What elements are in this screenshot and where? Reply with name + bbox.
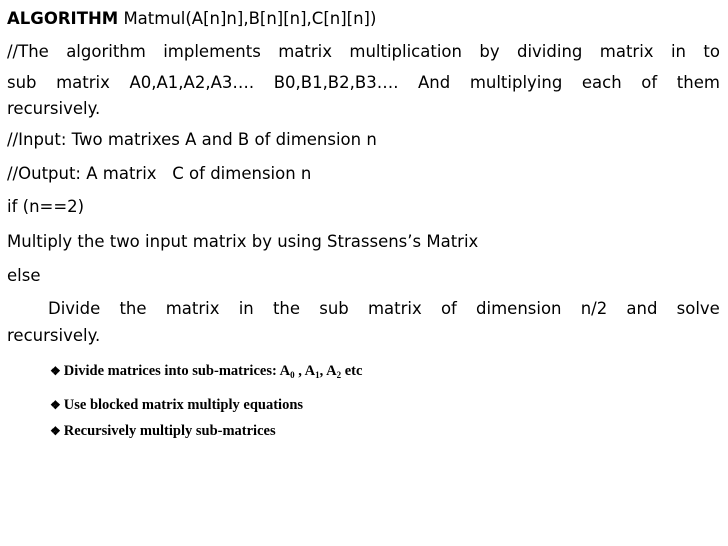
bullet-text: , A <box>319 363 337 379</box>
bullet-text: Recursively multiply sub-matrices <box>63 423 276 439</box>
divide-word: of <box>440 299 457 318</box>
comment-word: them <box>676 73 720 92</box>
input-comment: //Input: Two matrixes A and B of dimension n <box>7 130 377 149</box>
bullet-item-divide <box>50 363 362 380</box>
comment-word: sub <box>7 73 37 92</box>
comment-line-3: recursively. <box>7 99 101 118</box>
divide-line-1 <box>48 298 720 320</box>
divide-word: Divide <box>48 299 101 318</box>
divide-word: matrix <box>165 299 220 318</box>
bullet-text: etc <box>341 363 363 379</box>
bullet-item-recursive <box>50 423 276 440</box>
bullet-text: Divide matrices into sub-matrices: A <box>63 363 291 379</box>
diamond-bullet-icon: ❖ <box>50 424 61 438</box>
divide-word: solve <box>676 299 720 318</box>
divide-word: sub <box>319 299 349 318</box>
comment-word: implements <box>163 42 261 61</box>
comment-word: by <box>479 42 500 61</box>
bullet-item-blocked <box>50 397 303 414</box>
if-statement: if (n==2) <box>7 197 85 216</box>
multiply-statement: Multiply the two input matrix by using Strassens’s Matrix <box>7 232 479 251</box>
divide-line-2: recursively. <box>7 326 101 345</box>
comment-word: A0,A1,A2,A3…. <box>129 73 255 92</box>
comment-word: B0,B1,B2,B3…. <box>273 73 399 92</box>
diamond-bullet-icon: ❖ <box>50 398 61 412</box>
diamond-bullet-icon: ❖ <box>50 364 61 378</box>
algorithm-signature: Matmul(A[n]n],B[n][n],C[n][n]) <box>123 9 377 28</box>
comment-word: dividing <box>516 42 583 61</box>
comment-word: matrix <box>56 73 110 92</box>
comment-word: algorithm <box>66 42 146 61</box>
divide-word: in <box>238 299 254 318</box>
algorithm-keyword: ALGORITHM <box>7 9 119 28</box>
comment-word: multiplication <box>349 42 462 61</box>
divide-word: n/2 <box>580 299 608 318</box>
bullet-text: , A <box>294 363 316 379</box>
comment-word: matrix <box>278 42 332 61</box>
comment-line-2 <box>7 72 720 94</box>
else-statement: else <box>7 266 41 285</box>
output-comment: //Output: A matrix C of dimension n <box>7 164 312 183</box>
subscript: 0 <box>290 370 295 380</box>
divide-word: the <box>272 299 301 318</box>
divide-word: matrix <box>367 299 422 318</box>
divide-word: the <box>119 299 147 318</box>
divide-word: dimension <box>476 299 562 318</box>
comment-line-1 <box>7 41 720 63</box>
comment-word: //The <box>7 42 49 61</box>
bullet-text: Use blocked matrix multiply equations <box>63 397 304 413</box>
comment-word: matrix <box>599 42 654 61</box>
subscript: 2 <box>336 370 342 380</box>
comment-word: And <box>418 73 451 92</box>
comment-word: of <box>641 73 658 92</box>
subscript: 1 <box>315 370 320 380</box>
comment-word: in <box>670 42 686 61</box>
algorithm-header <box>7 8 720 30</box>
comment-word: to <box>703 42 720 61</box>
comment-word: multiplying <box>469 73 563 92</box>
divide-word: and <box>626 299 658 318</box>
comment-word: each <box>581 73 622 92</box>
